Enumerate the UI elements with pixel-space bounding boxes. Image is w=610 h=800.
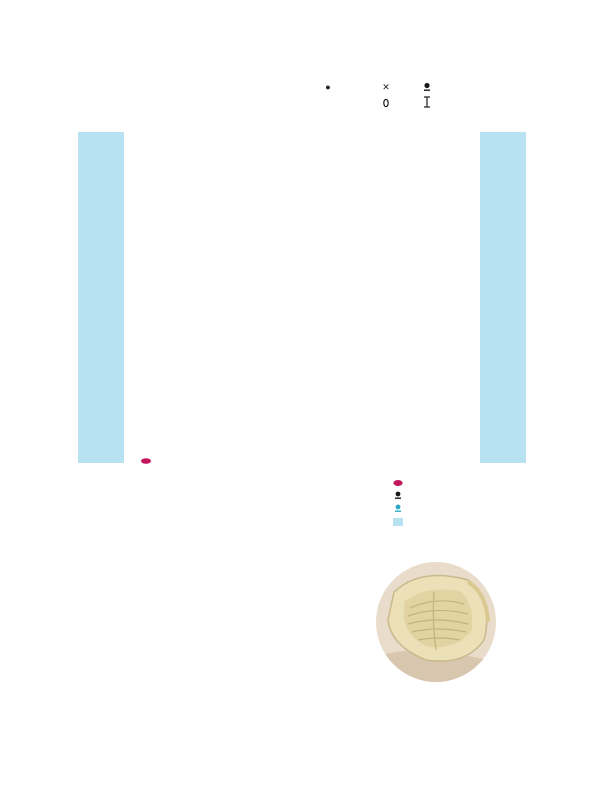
legend-item-vp [380,98,395,110]
right-top-panel [480,132,526,463]
tee-icon [421,96,433,110]
main-crochet-chart [70,128,548,473]
legend-top-part [393,517,408,527]
dot-bar-icon [421,82,433,94]
start-marker-icon [141,458,151,464]
legend-outside [393,491,408,501]
legend-item-sbn [380,82,395,93]
blue-square-icon [393,518,403,526]
legend-start [393,478,408,488]
black-dot-bar-icon [393,491,403,499]
cross-icon: ✕ [382,82,390,92]
legend-item-ssn-back [421,96,436,110]
dot-icon: ● [325,82,331,92]
left-top-panel [78,132,124,463]
color-legend [393,478,593,548]
blue-dot-bar-icon [393,504,403,512]
side-wall-chart [140,554,340,669]
bag-photo [376,562,496,682]
legend-inside [393,504,408,514]
oval-icon [380,98,392,110]
symbol-legend [0,0,610,120]
start-oval-icon [393,479,403,487]
legend-item-psbn-back [421,82,436,94]
legend-item-psbn [322,82,337,92]
